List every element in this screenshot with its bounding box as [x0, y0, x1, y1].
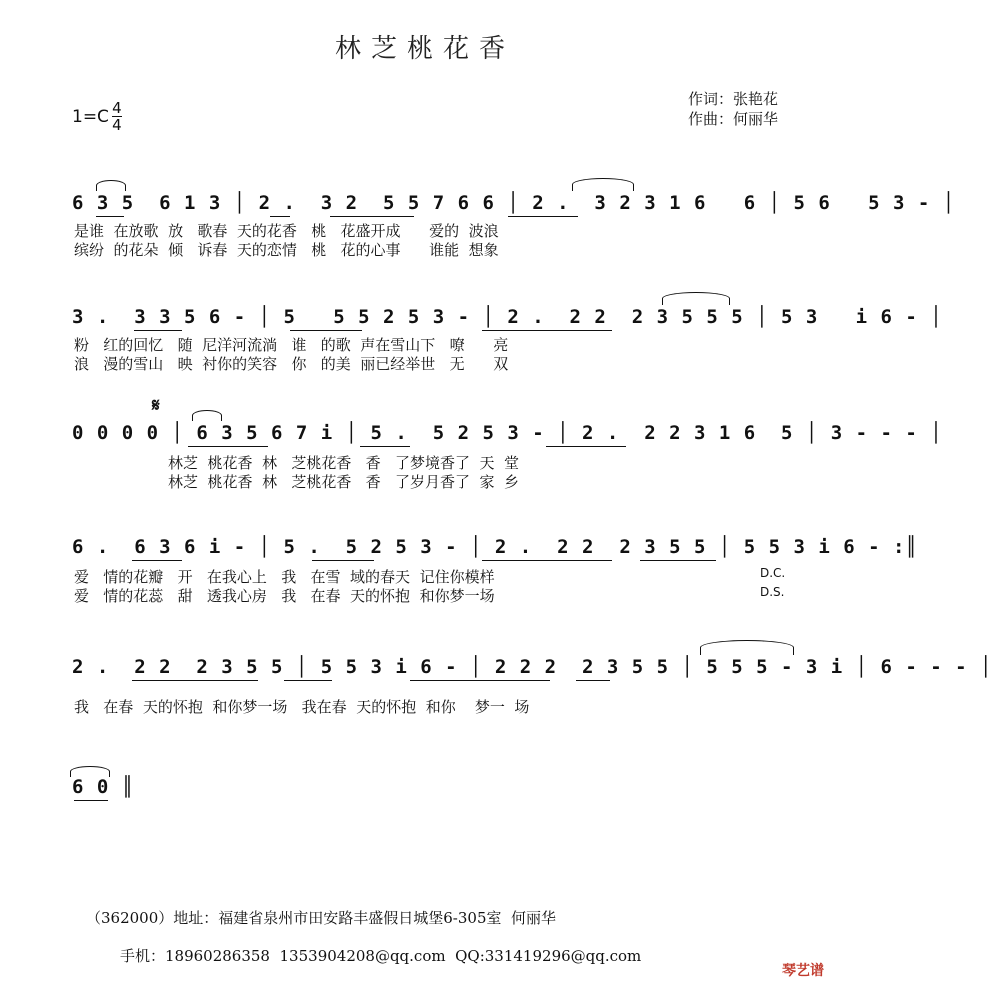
slur-mark: [192, 410, 222, 421]
lyrics-row-1-verse-2: 缤纷 的花朵 倾 诉春 天的恋情 桃 花的心事 谁能 想象: [74, 241, 499, 259]
underline-beam: [270, 216, 290, 217]
underline-beam: [482, 330, 612, 331]
notation-row-6: 6 0 ║: [72, 776, 135, 798]
key-label: 1=C: [72, 106, 109, 127]
lyrics-row-2-verse-2: 浪 漫的雪山 映 衬你的笑容 你 的美 丽已经举世 无 双: [74, 355, 509, 373]
key-signature: [72, 100, 122, 133]
underline-beam: [74, 800, 108, 801]
lyricist-credit: 作词：张艳花: [688, 90, 779, 108]
underline-beam: [410, 680, 550, 681]
lyrics-row-3-verse-1: 林芝 桃花香 林 芝桃花香 香 了梦境香了 天 堂: [168, 454, 520, 472]
footer-contact: 手机：18960286358 1353904208@qq.com QQ:331419296@qq.com: [120, 947, 642, 965]
footer-address: （362000）地址：福建省泉州市田安路丰盛假日城堡6-305室 何丽华: [86, 909, 557, 927]
underline-beam: [132, 560, 182, 561]
slur-mark: [700, 640, 794, 655]
lyrics-row-3-verse-2: 林芝 桃花香 林 芝桃花香 香 了岁月香了 家 乡: [168, 473, 520, 491]
notation-row-2: 3 . 3 3 5 6 - │ 5 5 5 2 5 3 - │ 2 . 2 2 2 3 5 5 5 │ 5 3 i 6 - │: [72, 306, 943, 328]
underline-beam: [96, 216, 124, 217]
lyrics-row-5: 我 在春 天的怀抱 和你梦一场 我在春 天的怀抱 和你 梦一 场: [74, 698, 530, 716]
underline-beam: [360, 446, 410, 447]
ds-mark: D.S.: [760, 585, 785, 599]
underline-beam: [330, 216, 414, 217]
underline-beam: [134, 330, 182, 331]
lyrics-row-1-verse-1: 是谁 在放歌 放 歌春 天的花香 桃 花盛开成 爱的 波浪: [74, 222, 499, 240]
lyrics-row-2-verse-1: 粉 红的回忆 随 尼洋河流淌 谁 的歌 声在雪山下 嘹 亮: [74, 336, 509, 354]
dc-mark: D.C.: [760, 566, 786, 580]
notation-row-1: 6 3 5 6 1 3 │ 2 . 3 2 5 5 7 6 6 │ 2 . 3 2 3 1 6 6 │ 5 6 5 3 - │: [72, 192, 956, 214]
time-signature: [112, 100, 122, 133]
underline-beam: [482, 560, 612, 561]
notation-row-4: 6 . 6 3 6 i - │ 5 . 5 2 5 3 - │ 2 . 2 2 2 3 5 5 │ 5 5 3 i 6 - :║: [72, 536, 918, 558]
slur-mark: [572, 178, 634, 191]
watermark-logo: 琴艺谱: [782, 963, 824, 979]
slur-mark: [662, 292, 730, 305]
underline-beam: [312, 560, 374, 561]
underline-beam: [188, 446, 268, 447]
composer-credit: 作曲：何丽华: [688, 110, 779, 128]
underline-beam: [640, 560, 716, 561]
slur-mark: [70, 766, 110, 777]
notation-row-3: 0 0 0 0 │ 6 3 5 6 7 i │ 5 . 5 2 5 3 - │ 2 . 2 2 3 1 6 5 │ 3 - - - │: [72, 422, 943, 444]
underline-beam: [290, 330, 362, 331]
time-denominator: 4: [112, 116, 122, 134]
underline-beam: [132, 680, 258, 681]
time-numerator: 4: [112, 99, 122, 117]
underline-beam: [546, 446, 626, 447]
lyrics-row-4-verse-2: 爱 情的花蕊 甜 透我心房 我 在春 天的怀抱 和你梦一场: [74, 587, 495, 605]
notation-row-5: 2 . 2 2 2 3 5 5 │ 5 5 3 i 6 - │ 2 2 2 2 3 5 5 │ 5 5 5 - 3 i │ 6 - - - │: [72, 656, 992, 678]
song-title: 林芝桃花香: [334, 34, 515, 64]
slur-mark: [96, 180, 126, 191]
underline-beam: [284, 680, 332, 681]
underline-beam: [576, 680, 610, 681]
lyrics-row-4-verse-1: 爱 情的花瓣 开 在我心上 我 在雪 域的春天 记住你模样: [74, 568, 495, 586]
underline-beam: [508, 216, 578, 217]
segno-sign: 𝄋: [152, 395, 160, 416]
